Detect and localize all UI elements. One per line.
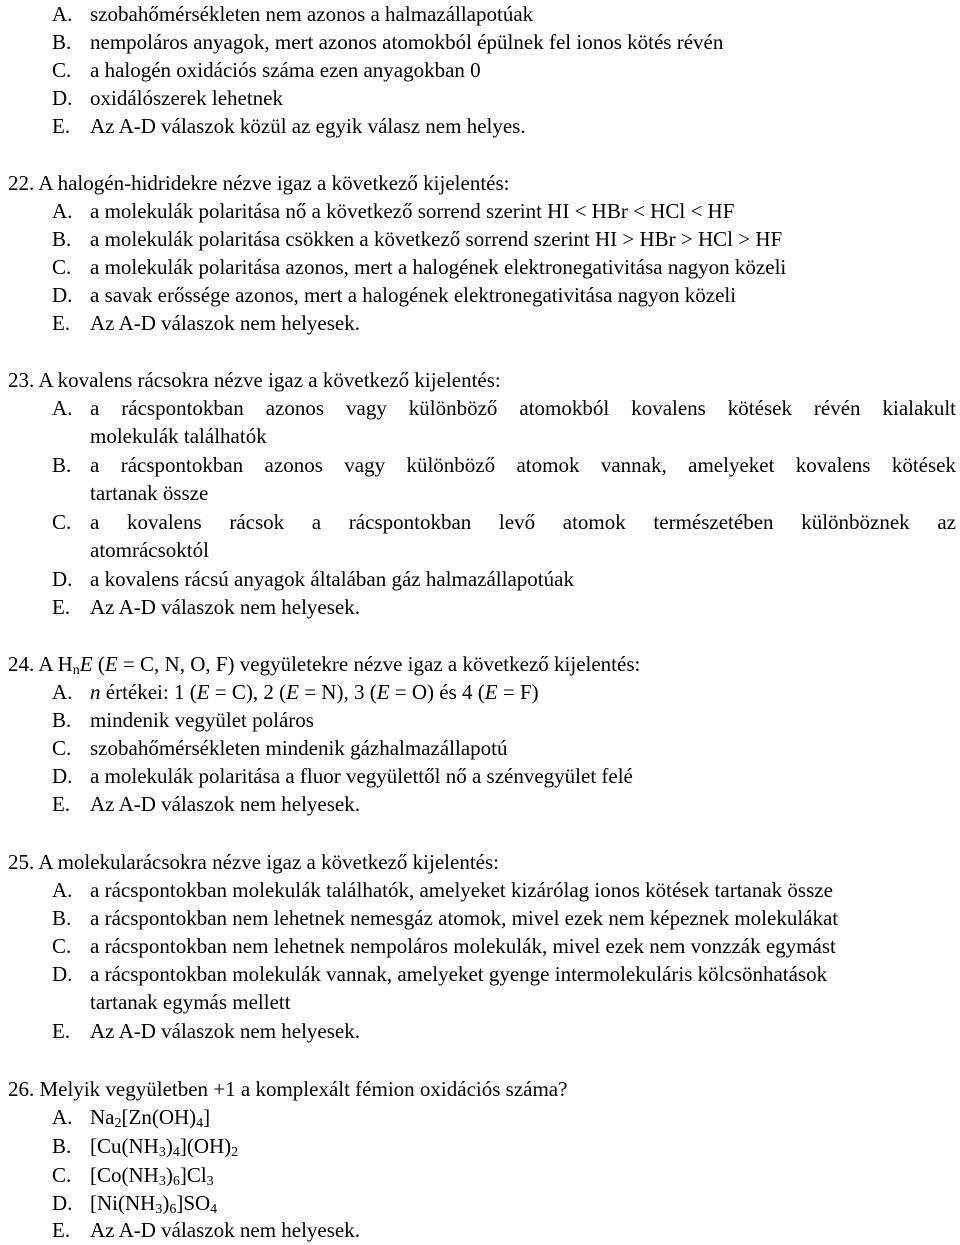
- option-text: a halogén oxidációs száma ezen anyagokban 0: [90, 58, 481, 82]
- option-25-a: [52, 876, 956, 904]
- question-24-stem: [8, 650, 640, 678]
- option-prev-b: [52, 28, 956, 56]
- subscript: 3: [158, 1145, 166, 1160]
- option-22-c: [52, 253, 956, 281]
- option-letter: A.: [52, 680, 73, 704]
- option-text: mindenik vegyület poláros: [90, 708, 314, 732]
- option-25-d: [52, 960, 956, 988]
- formula-part: ]: [203, 1105, 211, 1129]
- variable-e: E: [376, 680, 390, 704]
- subscript: 4: [172, 1145, 180, 1160]
- option-letter: D.: [52, 86, 73, 110]
- option-26-b: [52, 1132, 956, 1160]
- option-letter: A.: [52, 1105, 73, 1129]
- option-23-b-continuation: tartanak össze: [90, 481, 209, 505]
- option-23-d: [52, 565, 956, 593]
- option-text: Az A-D válaszok nem helyesek.: [90, 595, 360, 619]
- variable-e: E: [286, 680, 299, 704]
- option-24-d: [52, 762, 956, 790]
- option-23-a: [52, 394, 956, 422]
- option-text: Az A-D válaszok nem helyesek.: [90, 1218, 360, 1242]
- option-23-a-continuation: molekulák találhatók: [90, 424, 267, 448]
- option-letter: E.: [52, 311, 71, 335]
- option-letter: C.: [52, 255, 72, 279]
- option-letter: B.: [52, 906, 72, 930]
- formula-part: ): [165, 1163, 173, 1187]
- option-letter: E.: [52, 114, 71, 138]
- formula-part: ]SO: [176, 1191, 211, 1215]
- subscript: 2: [114, 1116, 122, 1131]
- option-text: a rácspontokban nem lehetnek nempoláros molekulák, mivel ezek nem vonzzák egymást: [90, 934, 836, 958]
- subscript: 3: [155, 1202, 163, 1217]
- option-letter: E.: [52, 792, 71, 816]
- option-text: a savak erőssége azonos, mert a halogének elektronegativitása nagyon közeli: [90, 283, 737, 307]
- option-letter: A.: [52, 2, 73, 26]
- stem-text: = C, N, O, F) vegyületekre nézve igaz a következő kijelentés:: [117, 652, 641, 676]
- option-23-c: [52, 508, 956, 536]
- option-letter: B.: [52, 708, 72, 732]
- option-text: szobahőmérsékleten nem azonos a halmazállapotúak: [90, 2, 534, 26]
- option-letter: D.: [52, 764, 73, 788]
- option-24-e: [52, 790, 956, 818]
- option-text: a rácspontokban nem lehetnek nemesgáz atomok, mivel ezek nem képeznek molekulákat: [90, 906, 839, 930]
- subscript: 6: [172, 1174, 180, 1189]
- option-text: a rácspontokban azonos vagy különböző atomokból kovalens kötések révén kialakult: [90, 396, 956, 420]
- option-letter: E.: [52, 1019, 71, 1043]
- option-letter: C.: [52, 510, 72, 534]
- option-25-b: [52, 904, 956, 932]
- option-letter: E.: [52, 595, 71, 619]
- subscript: 6: [169, 1202, 177, 1217]
- formula-part: [Cu(NH: [90, 1134, 159, 1158]
- option-text: oxidálószerek lehetnek: [90, 86, 283, 110]
- formula-part: Na: [90, 1105, 115, 1129]
- option-letter: E.: [52, 1218, 71, 1242]
- option-24-c: [52, 734, 956, 762]
- option-letter: B.: [52, 453, 72, 477]
- option-letter: B.: [52, 227, 72, 251]
- option-prev-c: [52, 56, 956, 84]
- question-25-stem: 25. A molekularácsokra nézve igaz a következő kijelentés:: [8, 850, 499, 874]
- option-letter: B.: [52, 1134, 72, 1158]
- option-26-d: [52, 1189, 956, 1217]
- option-text: nempoláros anyagok, mert azonos atomokból épülnek fel ionos kötés révén: [90, 30, 724, 54]
- option-text: Az A-D válaszok nem helyesek.: [90, 311, 360, 335]
- option-22-e: [52, 309, 956, 337]
- option-22-b: [52, 225, 956, 253]
- option-letter: C.: [52, 736, 72, 760]
- option-text: értékei: 1 (: [100, 680, 197, 704]
- formula-part: ](OH): [179, 1134, 232, 1158]
- option-text: a rácspontokban azonos vagy különböző atomok vannak, amelyeket kovalens kötések: [90, 453, 956, 477]
- variable-e: E: [484, 680, 498, 704]
- option-23-b: [52, 451, 956, 479]
- subscript: 4: [196, 1116, 204, 1131]
- option-prev-d: [52, 84, 956, 112]
- formula-part: ): [165, 1134, 173, 1158]
- formula-part: [Ni(NH: [90, 1191, 156, 1215]
- option-letter: A.: [52, 396, 73, 420]
- option-26-e: [52, 1216, 956, 1244]
- option-letter: A.: [52, 878, 73, 902]
- option-text: = F): [497, 680, 539, 704]
- option-prev-e: [52, 112, 956, 140]
- question-23-stem: 23. A kovalens rácsokra nézve igaz a következő kijelentés:: [8, 368, 501, 392]
- option-26-a: [52, 1103, 956, 1131]
- option-letter: D.: [52, 962, 73, 986]
- variable-n: n: [90, 680, 101, 704]
- option-prev-a: [52, 0, 956, 28]
- stem-text: 24. A H: [8, 652, 73, 676]
- subscript: 3: [206, 1174, 214, 1189]
- variable-e: E: [196, 680, 210, 704]
- option-text: a molekulák polaritása nő a következő sorrend szerint HI < HBr < HCl < HF: [90, 199, 735, 223]
- variable-e: E: [79, 652, 93, 676]
- stem-text: (: [92, 652, 105, 676]
- option-25-c: [52, 932, 956, 960]
- option-23-e: [52, 593, 956, 621]
- option-letter: D.: [52, 283, 73, 307]
- option-text: Az A-D válaszok nem helyesek.: [90, 1019, 360, 1043]
- option-text: = O) és 4 (: [389, 680, 485, 704]
- option-text: a rácspontokban molekulák találhatók, amelyeket kizárólag ionos kötések tartanak össze: [90, 878, 833, 902]
- question-26-stem: 26. Melyik vegyületben +1 a komplexált fémion oxidációs száma?: [8, 1077, 568, 1101]
- option-text: a molekulák polaritása azonos, mert a halogének elektronegativitása nagyon közeli: [90, 255, 787, 279]
- option-text: a molekulák polaritása a fluor vegyülettől nő a szénvegyület felé: [90, 764, 633, 788]
- option-25-e: [52, 1017, 956, 1045]
- option-text: a kovalens rácsú anyagok általában gáz halmazállapotúak: [90, 567, 574, 591]
- subscript: 4: [210, 1202, 218, 1217]
- option-text: Az A-D válaszok nem helyesek.: [90, 792, 360, 816]
- option-text: a kovalens rácsok a rácspontokban levő atomok természetében különböznek az: [90, 510, 956, 534]
- option-23-c-continuation: atomrácsoktól: [90, 538, 209, 562]
- subscript: 2: [231, 1145, 239, 1160]
- option-letter: A.: [52, 199, 73, 223]
- option-24-b: [52, 706, 956, 734]
- option-letter: C.: [52, 1163, 72, 1187]
- option-26-c: [52, 1161, 956, 1189]
- subscript: 3: [158, 1174, 166, 1189]
- option-text: Az A-D válaszok közül az egyik válasz nem helyes.: [90, 114, 526, 138]
- subscript: n: [72, 663, 80, 678]
- formula-part: [Zn(OH): [121, 1105, 197, 1129]
- option-text: = N), 3 (: [298, 680, 377, 704]
- option-text: a molekulák polaritása csökken a következő sorrend szerint HI > HBr > HCl > HF: [90, 227, 783, 251]
- option-22-d: [52, 281, 956, 309]
- variable-e: E: [104, 652, 118, 676]
- option-text: = C), 2 (: [209, 680, 287, 704]
- option-letter: D.: [52, 567, 73, 591]
- option-letter: B.: [52, 30, 72, 54]
- formula-part: ): [162, 1191, 170, 1215]
- option-letter: C.: [52, 934, 72, 958]
- option-text: a rácspontokban molekulák vannak, amelyeket gyenge intermolekuláris kölcsönhatások: [90, 962, 828, 986]
- question-22-stem: 22. A halogén-hidridekre nézve igaz a következő kijelentés:: [8, 171, 510, 195]
- option-24-a: [52, 678, 956, 706]
- formula-part: ]Cl: [179, 1163, 207, 1187]
- option-text: szobahőmérsékleten mindenik gázhalmazállapotú: [90, 736, 508, 760]
- option-22-a: [52, 197, 956, 225]
- option-25-d-continuation: tartanak egymás mellett: [90, 990, 291, 1014]
- formula-part: [Co(NH: [90, 1163, 159, 1187]
- option-letter: C.: [52, 58, 72, 82]
- option-letter: D.: [52, 1191, 73, 1215]
